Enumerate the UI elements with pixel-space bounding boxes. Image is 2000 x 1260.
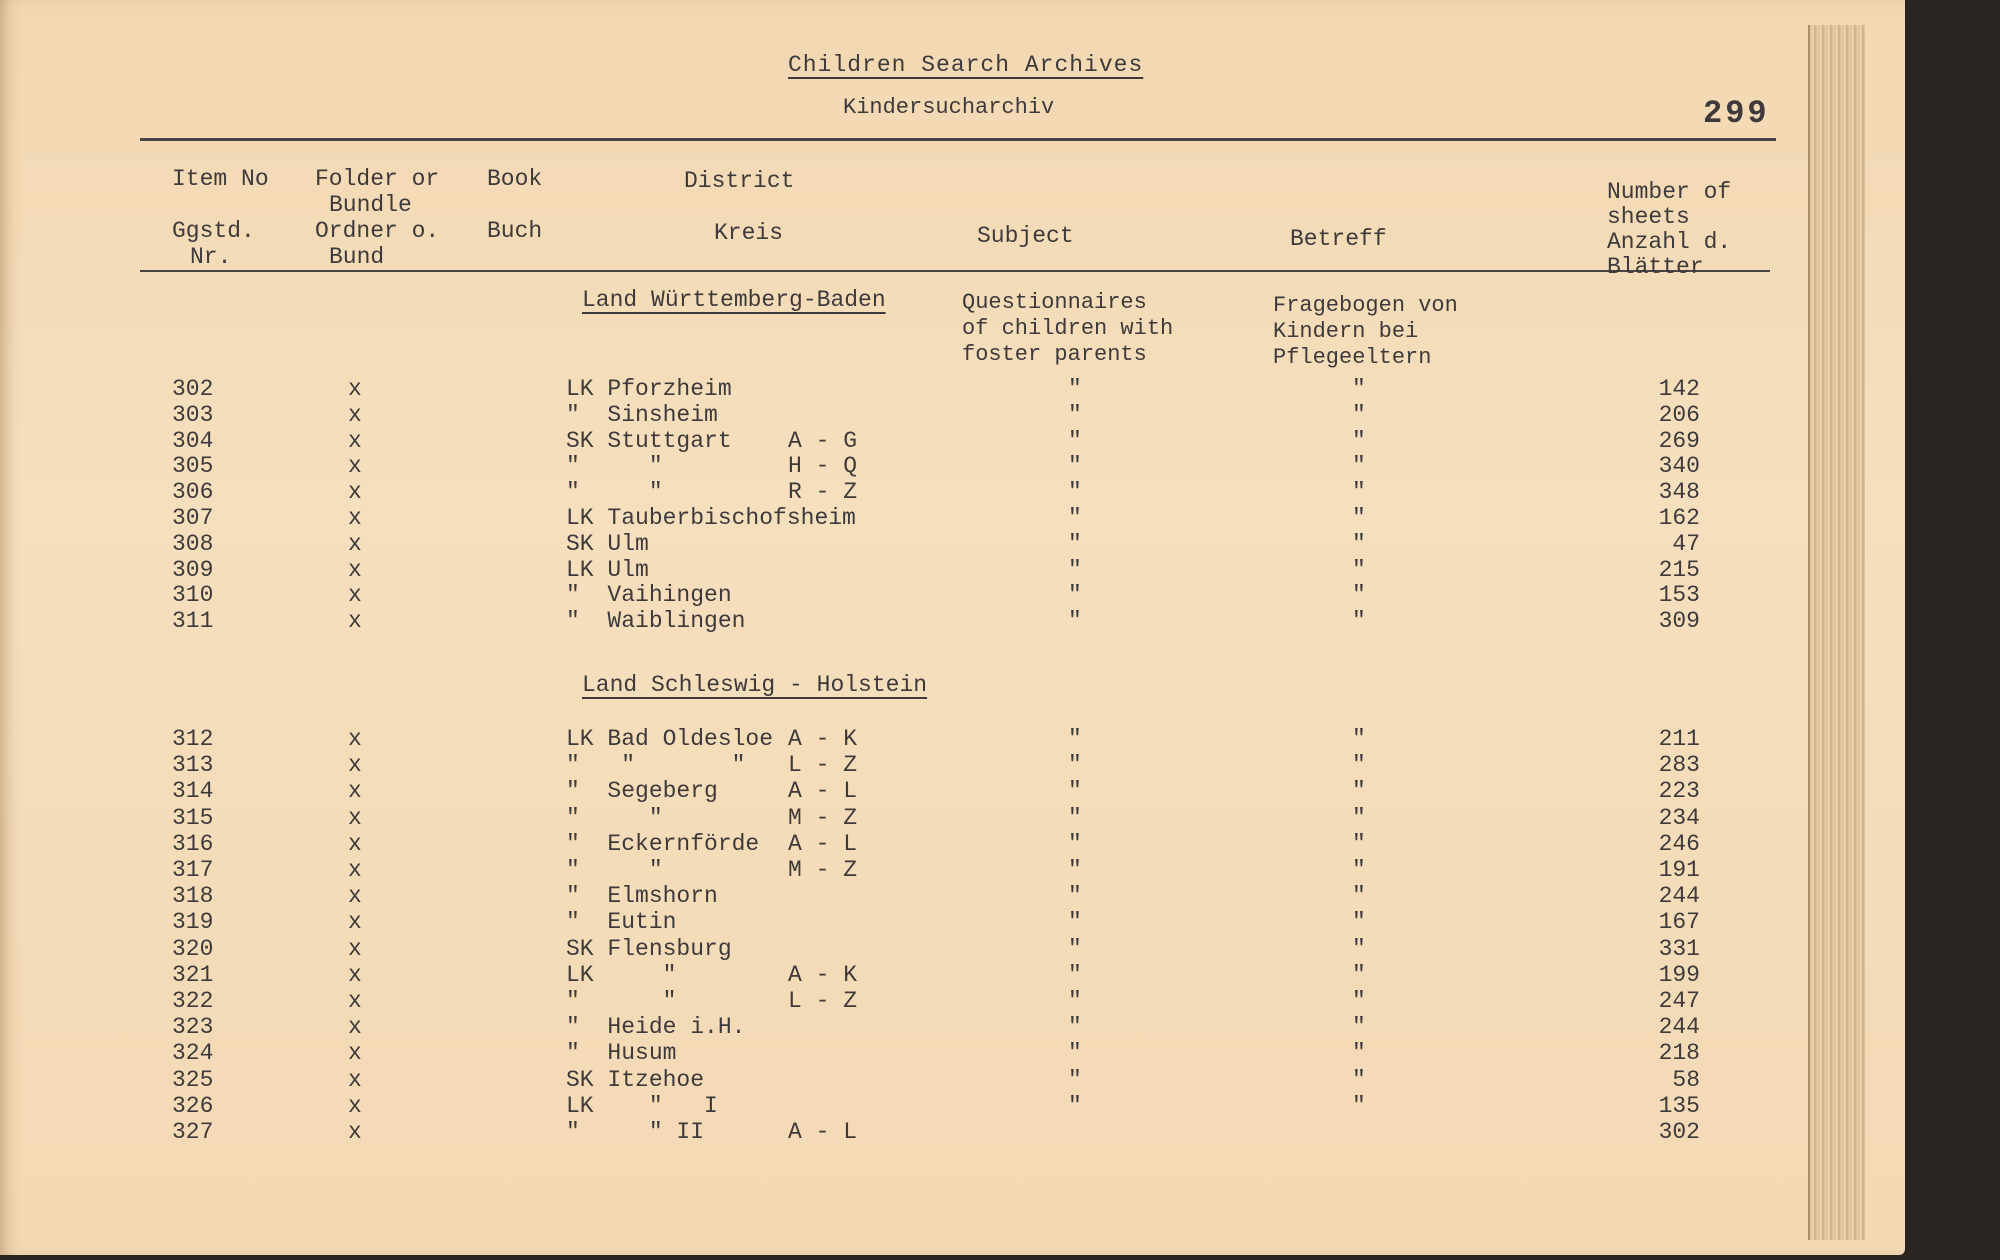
item-no: 311 (172, 608, 214, 635)
item-no: 319 (172, 909, 214, 936)
kreis: SK Itzehoe (566, 1066, 705, 1093)
item-no: 317 (172, 857, 214, 883)
page-subtitle: Kindersucharchiv (843, 95, 1055, 120)
kreis: " Vaihingen (566, 582, 732, 609)
table-row (0, 1014, 1800, 1040)
sheet-count: 223 (1658, 778, 1700, 805)
item-no: 326 (172, 1092, 214, 1119)
betreff-ditto: " (1352, 427, 1366, 454)
folder-mark: x (348, 752, 362, 779)
item-no: 308 (172, 530, 214, 557)
kreis: " Segeberg (566, 778, 718, 805)
folder-mark: x (348, 556, 362, 583)
kreis: " " (566, 804, 663, 831)
betreff-ditto: " (1352, 505, 1366, 531)
item-no: 306 (172, 479, 214, 506)
subject-ditto: " (1068, 1092, 1082, 1119)
kreis: " " " (566, 752, 746, 779)
item-no: 324 (172, 1040, 214, 1067)
sheet-count: 269 (1658, 427, 1700, 454)
item-no: 310 (172, 582, 214, 609)
betreff-ditto: " (1352, 804, 1366, 831)
sheet-count: 309 (1658, 608, 1700, 635)
subject-ditto: " (1068, 726, 1082, 752)
table-row (0, 402, 1800, 428)
kreis: " Eutin (566, 909, 677, 936)
table-row (0, 453, 1800, 479)
kreis: " " (566, 453, 663, 480)
betreff-ditto: " (1352, 883, 1366, 910)
kreis: " Eckernförde (566, 830, 760, 857)
table-row (0, 909, 1800, 935)
sheet-count: 206 (1658, 401, 1700, 428)
betreff-ditto: " (1352, 778, 1366, 805)
kreis: SK Stuttgart (566, 427, 732, 454)
betreff-ditto: " (1352, 909, 1366, 936)
subject-ditto: " (1068, 752, 1082, 779)
betreff-ditto: " (1352, 582, 1366, 609)
subject-ditto: " (1068, 778, 1082, 805)
item-no: 312 (172, 726, 214, 752)
letter-range: A - L (788, 1119, 858, 1145)
subject-ditto: " (1068, 582, 1082, 609)
subject-ditto: " (1068, 961, 1082, 988)
subject-ditto: " (1068, 530, 1082, 557)
subject-ditto: " (1068, 1014, 1082, 1041)
subject-ditto: " (1068, 830, 1082, 857)
folder-mark: x (348, 988, 362, 1014)
betreff-ditto: " (1352, 479, 1366, 506)
page-number: 299 (1703, 95, 1770, 132)
subject-ditto: " (1068, 479, 1082, 506)
subject-ditto: " (1068, 804, 1082, 831)
table-row (0, 726, 1800, 752)
letter-range: M - Z (788, 857, 858, 883)
header-folder: Folder or Bundle Ordner o. Bund (315, 166, 440, 270)
item-no: 307 (172, 505, 214, 531)
item-no: 327 (172, 1119, 214, 1145)
table-row (0, 883, 1800, 909)
kreis: LK Bad Oldesloe (566, 726, 774, 752)
sheet-count: 211 (1658, 726, 1700, 752)
folder-mark: x (348, 453, 362, 480)
table-row (0, 778, 1800, 804)
item-no: 302 (172, 376, 214, 402)
folder-mark: x (348, 530, 362, 557)
folder-mark: x (348, 830, 362, 857)
kreis: " Waiblingen (566, 608, 746, 635)
letter-range: R - Z (788, 479, 858, 506)
betreff-ditto: " (1352, 556, 1366, 583)
folder-mark: x (348, 608, 362, 635)
kreis: LK " I (566, 1092, 718, 1119)
kreis: " " (566, 857, 663, 883)
header-bottom-rule (140, 270, 1770, 272)
table-row (0, 428, 1800, 454)
sheet-count: 244 (1658, 883, 1700, 910)
header-district: District Kreis (684, 168, 795, 246)
betreff-ditto: " (1352, 1092, 1366, 1119)
folder-mark: x (348, 726, 362, 752)
sheet-count: 283 (1658, 752, 1700, 779)
sheet-count: 153 (1658, 582, 1700, 609)
item-no: 323 (172, 1014, 214, 1041)
table-row (0, 831, 1800, 857)
table-row (0, 582, 1800, 608)
subject-ditto: " (1068, 1040, 1082, 1067)
table-row (0, 479, 1800, 505)
subject-ditto: " (1068, 401, 1082, 428)
item-no: 318 (172, 883, 214, 910)
item-no: 313 (172, 752, 214, 779)
betreff-ditto: " (1352, 988, 1366, 1014)
table-row (0, 936, 1800, 962)
header-sheets: Number of sheets Anzahl d. Blätter (1607, 179, 1732, 280)
folder-mark: x (348, 1040, 362, 1067)
sheet-count: 199 (1658, 961, 1700, 988)
folder-mark: x (348, 376, 362, 402)
sheet-count: 162 (1658, 505, 1700, 531)
letter-range: A - L (788, 830, 858, 857)
letter-range: A - L (788, 778, 858, 805)
betreff-ditto: " (1352, 857, 1366, 883)
sheet-count: 348 (1658, 479, 1700, 506)
page-title: Children Search Archives (788, 52, 1144, 78)
kreis: " Elmshorn (566, 883, 718, 910)
kreis: LK " (566, 961, 677, 988)
kreis: " Sinsheim (566, 401, 718, 428)
table-row (0, 962, 1800, 988)
top-rule (140, 138, 1776, 141)
table-row (0, 376, 1800, 402)
subject-note: Questionnaires of children with foster parents (962, 290, 1174, 367)
table-row (0, 1067, 1800, 1093)
sheet-count: 218 (1658, 1040, 1700, 1067)
item-no: 314 (172, 778, 214, 805)
subject-ditto: " (1068, 505, 1082, 531)
item-no: 309 (172, 556, 214, 583)
sheet-count: 246 (1658, 830, 1700, 857)
betreff-note: Fragebogen von Kindern bei Pflegeeltern (1273, 293, 1458, 370)
kreis: SK Ulm (566, 530, 649, 557)
folder-mark: x (348, 582, 362, 609)
table-row (0, 505, 1800, 531)
subject-ditto: " (1068, 857, 1082, 883)
folder-mark: x (348, 961, 362, 988)
item-no: 315 (172, 804, 214, 831)
item-no: 320 (172, 935, 214, 962)
folder-mark: x (348, 857, 362, 883)
betreff-ditto: " (1352, 530, 1366, 557)
folder-mark: x (348, 883, 362, 910)
table-row (0, 608, 1800, 634)
betreff-ditto: " (1352, 1014, 1366, 1041)
sheet-count: 340 (1658, 453, 1700, 480)
subject-ditto: " (1068, 935, 1082, 962)
letter-range: M - Z (788, 804, 858, 831)
sheet-count: 234 (1658, 804, 1700, 831)
table-row (0, 557, 1800, 583)
kreis: LK Ulm (566, 556, 649, 583)
subject-ditto: " (1068, 883, 1082, 910)
folder-mark: x (348, 1119, 362, 1145)
betreff-ditto: " (1352, 401, 1366, 428)
table-row (0, 531, 1800, 557)
kreis: LK Tauberbischofsheim (566, 505, 856, 531)
betreff-ditto: " (1352, 935, 1366, 962)
sheet-count: 167 (1658, 909, 1700, 936)
subject-ditto: " (1068, 1066, 1082, 1093)
table-row (0, 752, 1800, 778)
subject-ditto: " (1068, 988, 1082, 1014)
item-no: 316 (172, 830, 214, 857)
sheet-count: 247 (1658, 988, 1700, 1014)
kreis: " Husum (566, 1040, 677, 1067)
kreis: " " II (566, 1119, 705, 1145)
kreis: " Heide i.H. (566, 1014, 746, 1041)
item-no: 304 (172, 427, 214, 454)
header-betreff: Betreff (1290, 226, 1387, 252)
letter-range: L - Z (788, 752, 858, 779)
kreis: LK Pforzheim (566, 376, 732, 402)
folder-mark: x (348, 427, 362, 454)
folder-mark: x (348, 1092, 362, 1119)
header-subject: Subject (977, 223, 1074, 249)
folder-mark: x (348, 935, 362, 962)
kreis: " " (566, 479, 663, 506)
folder-mark: x (348, 804, 362, 831)
kreis: " " (566, 988, 677, 1014)
sheet-count: 244 (1658, 1014, 1700, 1041)
item-no: 303 (172, 401, 214, 428)
section-title-schleswig-holstein: Land Schleswig - Holstein (582, 672, 928, 698)
header-item-no: Item No Ggstd. Nr. (172, 166, 269, 270)
sheet-count: 142 (1658, 376, 1700, 402)
folder-mark: x (348, 1066, 362, 1093)
folder-mark: x (348, 479, 362, 506)
table-row (0, 857, 1800, 883)
sheet-count: 331 (1658, 935, 1700, 962)
letter-range: L - Z (788, 988, 858, 1014)
item-no: 305 (172, 453, 214, 480)
betreff-ditto: " (1352, 376, 1366, 402)
subject-ditto: " (1068, 909, 1082, 936)
folder-mark: x (348, 909, 362, 936)
subject-ditto: " (1068, 376, 1082, 402)
table-row (0, 805, 1800, 831)
sheet-count: 47 (1672, 530, 1700, 557)
sheet-count: 302 (1658, 1119, 1700, 1145)
betreff-ditto: " (1352, 752, 1366, 779)
page-edges (1808, 25, 1865, 1240)
subject-ditto: " (1068, 427, 1082, 454)
betreff-ditto: " (1352, 1066, 1366, 1093)
folder-mark: x (348, 401, 362, 428)
subject-ditto: " (1068, 608, 1082, 635)
betreff-ditto: " (1352, 830, 1366, 857)
betreff-ditto: " (1352, 608, 1366, 635)
sheet-count: 58 (1672, 1066, 1700, 1093)
betreff-ditto: " (1352, 726, 1366, 752)
subject-ditto: " (1068, 453, 1082, 480)
table-row (0, 1093, 1800, 1119)
table-row (0, 1119, 1800, 1145)
folder-mark: x (348, 1014, 362, 1041)
sheet-count: 215 (1658, 556, 1700, 583)
betreff-ditto: " (1352, 961, 1366, 988)
item-no: 321 (172, 961, 214, 988)
table-row (0, 988, 1800, 1014)
letter-range: H - Q (788, 453, 858, 480)
item-no: 325 (172, 1066, 214, 1093)
betreff-ditto: " (1352, 1040, 1366, 1067)
item-no: 322 (172, 988, 214, 1014)
letter-range: A - K (788, 726, 858, 752)
letter-range: A - K (788, 961, 858, 988)
section-title-wuerttemberg-baden: Land Württemberg-Baden (582, 287, 886, 313)
subject-ditto: " (1068, 556, 1082, 583)
kreis: SK Flensburg (566, 935, 732, 962)
sheet-count: 191 (1658, 857, 1700, 883)
table-row (0, 1040, 1800, 1066)
folder-mark: x (348, 505, 362, 531)
folder-mark: x (348, 778, 362, 805)
letter-range: A - G (788, 427, 858, 454)
sheet-count: 135 (1658, 1092, 1700, 1119)
betreff-ditto: " (1352, 453, 1366, 480)
header-book: Book Buch (487, 166, 543, 244)
